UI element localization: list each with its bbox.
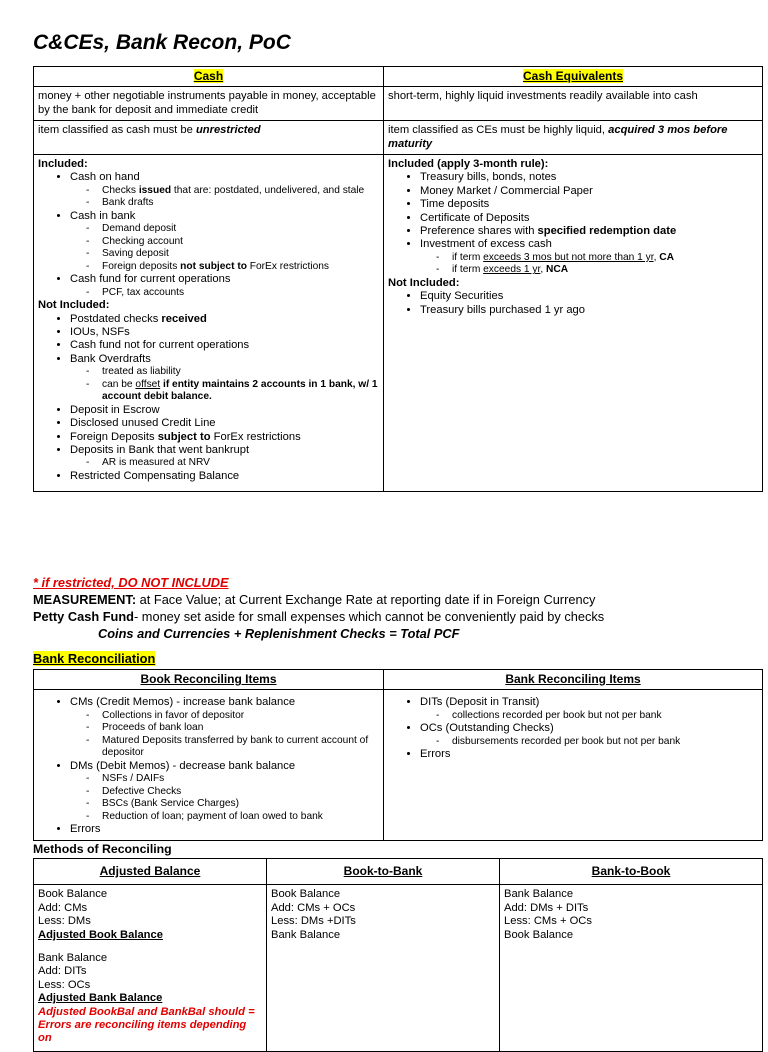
page-title: C&CEs, Bank Recon, PoC — [33, 31, 291, 54]
adjusted-note-2: Errors are reconciling items depending on — [38, 1019, 247, 1045]
list-item: • Foreign Deposits subject to ForEx restrictions — [70, 431, 379, 444]
list-item: - if term exceeds 3 mos but not more than 1 yr, CA — [452, 252, 758, 265]
text-line: Book Balance — [504, 928, 574, 941]
list-item: - Checking account — [102, 236, 379, 249]
text-line: Add: CMs + OCs — [271, 901, 356, 914]
measurement-line: MEASUREMENT: at Face Value; at Current Exchange Rate at reporting date if in Foreign Currency — [33, 592, 596, 607]
list-item: • Errors — [70, 823, 379, 836]
text-line: Less: DMs — [38, 915, 91, 928]
list-item: - NSFs / DAIFs — [102, 773, 379, 786]
list-item: • Certificate of Deposits — [420, 212, 758, 225]
ce-header — [384, 67, 763, 87]
cash-requirement: item classified as cash must be unrestricted — [34, 121, 384, 155]
list-item: • Cash fund for current operations - PCF, tax accounts — [70, 273, 379, 299]
list-item: • Postdated checks received — [70, 313, 379, 326]
list-item: • Money Market / Commercial Paper — [420, 185, 758, 198]
list-item: • DITs (Deposit in Transit) - collections recorded per book but not per bank — [420, 696, 758, 722]
cash-table — [33, 66, 763, 492]
list-item: - PCF, tax accounts — [102, 287, 379, 300]
bank-items-cell — [384, 690, 763, 840]
list-item: • Restricted Compensating Balance — [70, 470, 379, 483]
text-line: Book Balance — [271, 888, 341, 901]
list-item: - collections recorded per book but not per bank — [452, 710, 758, 723]
list-item: • IOUs, NSFs — [70, 326, 379, 339]
bank-recon-heading: Bank Reconciliation — [33, 651, 156, 666]
list-item: • Cash on hand - Checks issued that are: postdated, undelivered, and stale - Bank drafts — [70, 171, 379, 209]
text-line: Add: CMs — [38, 901, 88, 914]
bank-to-book-header: Bank-to-Book — [500, 859, 763, 885]
methods-heading: Methods of Reconciling — [33, 842, 172, 856]
adjusted-balance-cell — [34, 885, 267, 1052]
list-item: • Time deposits — [420, 198, 758, 211]
text-line: Less: DMs +DITs — [271, 915, 356, 928]
pcf-formula: Coins and Currencies + Replenishment Checks = Total PCF — [98, 626, 460, 641]
ce-included-title: Included (apply 3-month rule): — [388, 158, 549, 171]
book-to-bank-header: Book-to-Bank — [267, 859, 500, 885]
list-item: - Foreign deposits not subject to ForEx restrictions — [102, 261, 379, 274]
list-item: - Saving deposit — [102, 248, 379, 261]
restricted-note: * if restricted, DO NOT INCLUDE — [33, 575, 229, 590]
list-item: • DMs (Debit Memos) - decrease bank balance - NSFs / DAIFs - Defective Checks - BSCs (Bank Service Charges) - Reduction of loan; payment of loan owed to bank — [70, 760, 379, 823]
ce-not-included-title: Not Included: — [388, 276, 460, 289]
cash-included-title: Included: — [38, 158, 88, 171]
list-item: • Errors — [420, 748, 758, 761]
measurement-label: MEASUREMENT: — [33, 592, 137, 607]
list-item: • Cash in bank - Demand deposit - Checking account - Saving deposit - Foreign deposits not subject to ForEx restrictions — [70, 210, 379, 273]
list-item: • Deposit in Escrow — [70, 404, 379, 417]
list-item: - Collections in favor of depositor — [102, 710, 379, 723]
list-item: - AR is measured at NRV — [102, 457, 379, 470]
text-line: Less: OCs — [38, 978, 91, 991]
text-line: Add: DMs + DITs — [504, 901, 589, 914]
ce-header-label: Cash Equivalents — [522, 69, 624, 83]
list-item: • Deposits in Bank that went bankrupt - AR is measured at NRV — [70, 444, 379, 470]
book-items-cell — [34, 690, 384, 840]
ce-definition: short-term, highly liquid investments readily available into cash — [384, 87, 763, 121]
list-item: - Matured Deposits transferred by bank to current account of depositor — [102, 735, 379, 760]
adjusted-note-1: Adjusted BookBal and BankBal should = — [38, 1005, 255, 1018]
list-item: - treated as liability — [102, 366, 379, 379]
text-line: Add: DITs — [38, 965, 87, 978]
pcf-line: Petty Cash Fund- money set aside for small expenses which cannot be conveniently paid by checks — [33, 609, 605, 624]
list-item: - BSCs (Bank Service Charges) — [102, 798, 379, 811]
adjusted-bank-balance: Adjusted Bank Balance — [38, 992, 163, 1005]
ce-inclusions — [384, 155, 763, 492]
book-items-header: Book Reconciling Items — [34, 670, 384, 690]
list-item: • Treasury bills purchased 1 yr ago — [420, 304, 758, 317]
adjusted-book-balance: Adjusted Book Balance — [38, 928, 163, 941]
list-item: - disbursements recorded per book but not per bank — [452, 736, 758, 749]
text-line: Bank Balance — [504, 888, 574, 901]
list-item: - Bank drafts — [102, 197, 379, 210]
list-item: • Bank Overdrafts - treated as liability - can be offset if entity maintains 2 accounts in 1 bank, w/ 1 account debit balance. — [70, 353, 379, 404]
list-item: • Equity Securities — [420, 290, 758, 303]
pcf-label: Petty Cash Fund — [33, 609, 134, 624]
list-item: - Reduction of loan; payment of loan owed to bank — [102, 811, 379, 824]
list-item: • Treasury bills, bonds, notes — [420, 171, 758, 184]
methods-table — [33, 858, 763, 1052]
book-to-bank-cell — [267, 885, 500, 1052]
cash-header-label: Cash — [193, 69, 224, 83]
ce-requirement: item classified as CEs must be highly liquid, acquired 3 mos before maturity — [384, 121, 763, 155]
list-item: • Disclosed unused Credit Line — [70, 417, 379, 430]
bank-to-book-cell — [500, 885, 763, 1052]
list-item: - Defective Checks — [102, 786, 379, 799]
list-item: • Investment of excess cash - if term exceeds 3 mos but not more than 1 yr, CA - if term exceeds 1 yr, NCA — [420, 238, 758, 276]
cash-header — [34, 67, 384, 87]
text-line: Less: CMs + OCs — [504, 915, 592, 928]
cash-definition: money + other negotiable instruments payable in money, acceptable by the bank for deposit and immediate credit — [34, 87, 384, 121]
list-item: • Preference shares with specified redemption date — [420, 225, 758, 238]
text-line: Bank Balance — [271, 928, 341, 941]
list-item: - can be offset if entity maintains 2 accounts in 1 bank, w/ 1 account debit balance. — [102, 379, 379, 404]
cash-not-included-title: Not Included: — [38, 299, 110, 312]
bank-items-header: Bank Reconciling Items — [384, 670, 763, 690]
adjusted-balance-header: Adjusted Balance — [34, 859, 267, 885]
list-item: - if term exceeds 1 yr, NCA — [452, 264, 758, 277]
list-item: - Checks issued that are: postdated, undelivered, and stale — [102, 185, 379, 198]
list-item: - Demand deposit — [102, 223, 379, 236]
reconciling-items-table — [33, 669, 763, 841]
list-item: • CMs (Credit Memos) - increase bank balance - Collections in favor of depositor - Proceeds of bank loan - Matured Deposits transferred by bank to current account of depositor — [70, 696, 379, 759]
text-line: Book Balance — [38, 888, 108, 901]
text-line: Bank Balance — [38, 952, 108, 965]
list-item: - Proceeds of bank loan — [102, 722, 379, 735]
list-item: • Cash fund not for current operations — [70, 339, 379, 352]
list-item: • OCs (Outstanding Checks) - disbursements recorded per book but not per bank — [420, 722, 758, 748]
cash-inclusions — [34, 155, 384, 492]
